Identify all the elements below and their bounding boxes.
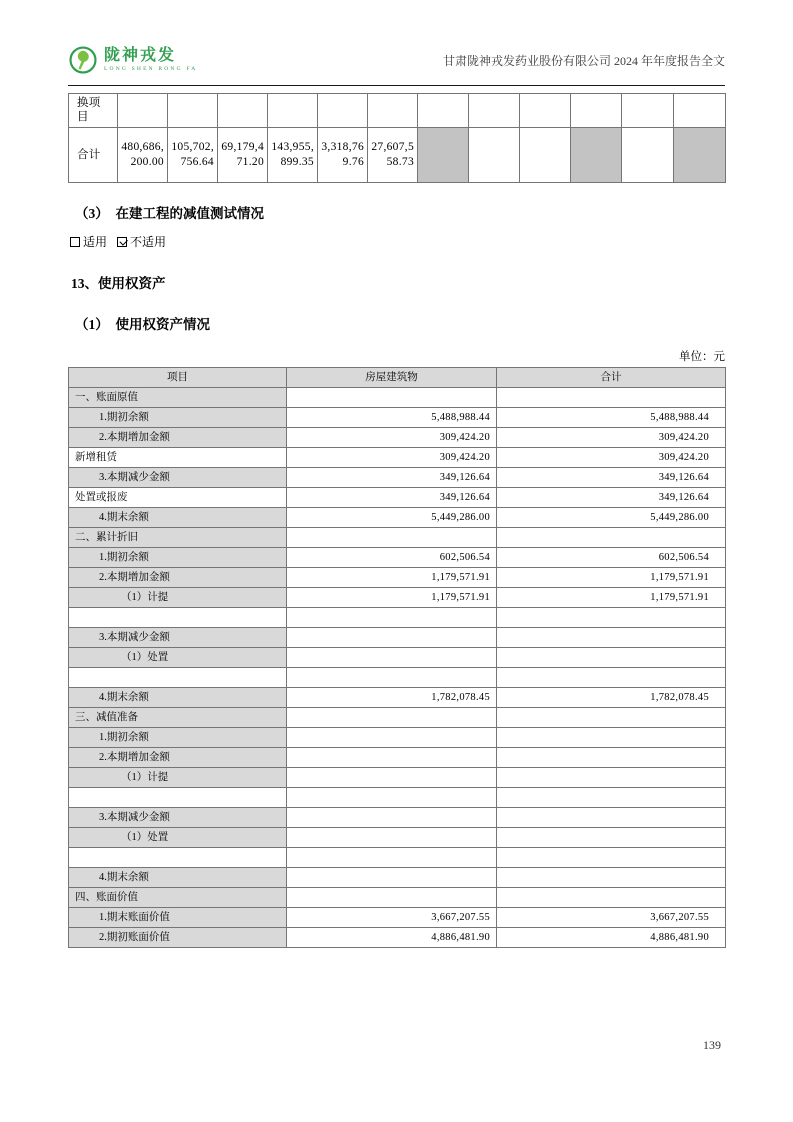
total-value-cell	[497, 608, 726, 628]
total-value-cell: 1,782,078.45	[497, 688, 726, 708]
item-cell: 二、累计折旧	[69, 528, 287, 548]
item-cell: 一、账面原值	[69, 388, 287, 408]
row-label-cell: 换项目	[69, 94, 118, 128]
header-divider	[68, 85, 725, 86]
total-value-cell: 349,126.64	[497, 468, 726, 488]
buildings-value-cell	[287, 388, 497, 408]
total-value-cell: 5,449,286.00	[497, 508, 726, 528]
table-row	[69, 668, 726, 688]
buildings-value-cell	[287, 868, 497, 888]
table-row	[69, 568, 726, 588]
empty-cell	[520, 94, 571, 128]
applicable-option	[70, 233, 107, 250]
item-cell: 1.期初余额	[69, 408, 287, 428]
buildings-value-cell	[287, 648, 497, 668]
buildings-value-cell	[287, 888, 497, 908]
total-value-cell: 4,886,481.90	[497, 928, 726, 948]
total-value-cell	[497, 528, 726, 548]
rou-table-body	[69, 388, 726, 948]
value-cell	[318, 94, 368, 128]
not-applicable-checkbox-icon	[117, 237, 127, 247]
total-value-cell	[497, 648, 726, 668]
buildings-value-cell	[287, 608, 497, 628]
value-cell	[268, 94, 318, 128]
not-applicable-label: 不适用	[130, 235, 167, 249]
applicable-label: 适用	[83, 235, 108, 249]
table-row	[69, 748, 726, 768]
buildings-value-cell	[287, 828, 497, 848]
buildings-value-cell	[287, 768, 497, 788]
table-row	[69, 588, 726, 608]
buildings-value-cell: 5,488,988.44	[287, 408, 497, 428]
buildings-value-cell: 349,126.64	[287, 488, 497, 508]
carryover-row	[69, 127, 726, 182]
total-value-cell: 3,667,207.55	[497, 908, 726, 928]
buildings-value-cell: 3,667,207.55	[287, 908, 497, 928]
table-row	[69, 428, 726, 448]
buildings-value-cell: 4,886,481.90	[287, 928, 497, 948]
table-row	[69, 648, 726, 668]
table-row	[69, 508, 726, 528]
item-cell: 四、账面价值	[69, 888, 287, 908]
leaf-circle-logo-icon	[68, 45, 98, 75]
carryover-row	[69, 94, 726, 128]
document-title: 甘肃陇神戎发药业股份有限公司 2024 年年度报告全文	[442, 53, 725, 68]
total-value-cell	[497, 788, 726, 808]
item-cell: 2.本期增加金额	[69, 568, 287, 588]
buildings-value-cell: 309,424.20	[287, 448, 497, 468]
buildings-value-cell	[287, 848, 497, 868]
applicable-checkbox-icon	[70, 237, 80, 247]
total-value-cell	[497, 828, 726, 848]
buildings-value-cell: 309,424.20	[287, 428, 497, 448]
col-header-total: 合计	[497, 368, 726, 388]
total-value-cell	[497, 628, 726, 648]
item-cell: 处置或报废	[69, 488, 287, 508]
total-value-cell: 1,179,571.91	[497, 588, 726, 608]
item-cell: 2.期初账面价值	[69, 928, 287, 948]
section-13-1-heading: （1） 使用权资产情况	[75, 317, 210, 332]
item-cell: 三、减值准备	[69, 708, 287, 728]
empty-cell	[571, 127, 622, 182]
total-value-cell	[497, 668, 726, 688]
item-cell: 1.期初余额	[69, 728, 287, 748]
table-row	[69, 888, 726, 908]
item-cell: 4.期末余额	[69, 508, 287, 528]
item-cell: （1）计提	[69, 588, 287, 608]
logo-brand-cn: 陇神戎发	[104, 46, 177, 64]
empty-cell	[469, 94, 520, 128]
item-cell: 3.本期减少金额	[69, 468, 287, 488]
total-value-cell	[497, 708, 726, 728]
item-cell: 3.本期减少金额	[69, 628, 287, 648]
empty-cell	[622, 94, 674, 128]
table-row	[69, 828, 726, 848]
total-value-cell: 309,424.20	[497, 428, 726, 448]
table-row	[69, 848, 726, 868]
total-value-cell	[497, 768, 726, 788]
item-cell	[69, 788, 287, 808]
item-cell: 4.期末余额	[69, 868, 287, 888]
total-value-cell	[497, 868, 726, 888]
row-label-cell: 合计	[69, 127, 118, 182]
table-row	[69, 548, 726, 568]
empty-cell	[674, 127, 726, 182]
empty-cell	[418, 94, 469, 128]
total-value-cell	[497, 748, 726, 768]
value-cell: 3,318,769.76	[318, 127, 368, 182]
buildings-value-cell	[287, 788, 497, 808]
value-cell: 480,686,200.00	[118, 127, 168, 182]
page-header	[68, 42, 725, 78]
buildings-value-cell: 1,179,571.91	[287, 568, 497, 588]
buildings-value-cell	[287, 748, 497, 768]
section-3-heading: （3） 在建工程的减值测试情况	[75, 206, 264, 221]
item-cell: （1）计提	[69, 768, 287, 788]
table-row	[69, 808, 726, 828]
value-cell	[368, 94, 418, 128]
item-cell: 4.期末余额	[69, 688, 287, 708]
carryover-table	[68, 93, 726, 183]
table-row	[69, 688, 726, 708]
table-row	[69, 528, 726, 548]
item-cell	[69, 608, 287, 628]
buildings-value-cell	[287, 708, 497, 728]
value-cell: 69,179,471.20	[218, 127, 268, 182]
value-cell: 105,702,756.64	[168, 127, 218, 182]
table-row	[69, 448, 726, 468]
total-value-cell	[497, 808, 726, 828]
col-header-item: 项目	[69, 368, 287, 388]
value-cell	[218, 94, 268, 128]
buildings-value-cell: 602,506.54	[287, 548, 497, 568]
item-cell: 新增租赁	[69, 448, 287, 468]
empty-cell	[418, 127, 469, 182]
buildings-value-cell: 5,449,286.00	[287, 508, 497, 528]
buildings-value-cell	[287, 628, 497, 648]
table-row	[69, 708, 726, 728]
buildings-value-cell: 349,126.64	[287, 468, 497, 488]
empty-cell	[622, 127, 674, 182]
empty-cell	[674, 94, 726, 128]
item-cell: 2.本期增加金额	[69, 428, 287, 448]
table-row	[69, 488, 726, 508]
item-cell: 3.本期减少金额	[69, 808, 287, 828]
not-applicable-option	[117, 233, 166, 250]
total-value-cell	[497, 888, 726, 908]
total-value-cell: 1,179,571.91	[497, 568, 726, 588]
buildings-value-cell	[287, 528, 497, 548]
buildings-value-cell: 1,782,078.45	[287, 688, 497, 708]
value-cell	[118, 94, 168, 128]
item-cell	[69, 668, 287, 688]
unit-label: 单位：元	[679, 351, 725, 363]
page-number: 139	[703, 1038, 721, 1052]
table-row	[69, 908, 726, 928]
table-row	[69, 768, 726, 788]
total-value-cell	[497, 728, 726, 748]
buildings-value-cell	[287, 728, 497, 748]
rou-table	[68, 367, 726, 948]
table-header-row	[69, 368, 726, 388]
carryover-table-body	[69, 94, 726, 183]
table-row	[69, 928, 726, 948]
empty-cell	[469, 127, 520, 182]
value-cell	[168, 94, 218, 128]
table-row	[69, 388, 726, 408]
total-value-cell	[497, 848, 726, 868]
table-row	[69, 728, 726, 748]
col-header-buildings: 房屋建筑物	[287, 368, 497, 388]
logo-text	[104, 48, 197, 73]
value-cell: 27,607,558.73	[368, 127, 418, 182]
total-value-cell: 349,126.64	[497, 488, 726, 508]
table-row	[69, 408, 726, 428]
table-row	[69, 788, 726, 808]
empty-cell	[520, 127, 571, 182]
total-value-cell	[497, 388, 726, 408]
table-row	[69, 608, 726, 628]
item-cell: 2.本期增加金额	[69, 748, 287, 768]
buildings-value-cell	[287, 668, 497, 688]
applicability-line	[70, 233, 172, 250]
logo-brand-en: LONG SHEN RONG FA	[104, 65, 198, 72]
section-13-heading: 13、使用权资产	[71, 276, 166, 291]
buildings-value-cell: 1,179,571.91	[287, 588, 497, 608]
company-logo	[68, 45, 197, 75]
table-row	[69, 628, 726, 648]
item-cell: （1）处置	[69, 828, 287, 848]
total-value-cell: 5,488,988.44	[497, 408, 726, 428]
value-cell: 143,955,899.35	[268, 127, 318, 182]
item-cell	[69, 848, 287, 868]
item-cell: （1）处置	[69, 648, 287, 668]
buildings-value-cell	[287, 808, 497, 828]
table-row	[69, 468, 726, 488]
item-cell: 1.期末账面价值	[69, 908, 287, 928]
item-cell: 1.期初余额	[69, 548, 287, 568]
total-value-cell: 602,506.54	[497, 548, 726, 568]
empty-cell	[571, 94, 622, 128]
total-value-cell: 309,424.20	[497, 448, 726, 468]
table-row	[69, 868, 726, 888]
